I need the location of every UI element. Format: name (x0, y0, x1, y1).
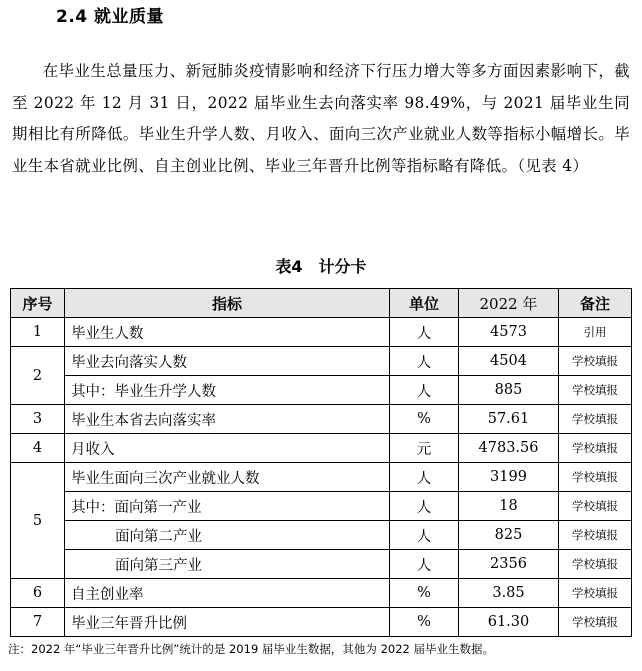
row-unit: % (390, 405, 459, 434)
row-value: 61.30 (459, 608, 559, 637)
row-unit: 元 (390, 434, 459, 463)
row-indicator: 毕业去向落实人数 (65, 347, 390, 376)
row-indicator: 毕业生人数 (65, 318, 390, 347)
header-note: 备注 (559, 289, 632, 318)
table-row (11, 521, 632, 550)
row-value: 4783.56 (459, 434, 559, 463)
table-row (11, 405, 632, 434)
row-indicator: 毕业三年晋升比例 (65, 608, 390, 637)
row-indicator: 面向第二产业 (65, 521, 390, 550)
row-unit: 人 (390, 318, 459, 347)
row-unit: 人 (390, 550, 459, 579)
table-row (11, 434, 632, 463)
table-row (11, 579, 632, 608)
scorecard-table (10, 288, 632, 637)
row-unit: 人 (390, 376, 459, 405)
row-no: 4 (11, 434, 65, 463)
row-note: 学校填报 (559, 521, 632, 550)
table-footnote: 注：2022 年“毕业三年晋升比例”统计的是 2019 届毕业生数据，其他为 2022 届毕业生数据。 (8, 642, 494, 656)
row-unit: 人 (390, 492, 459, 521)
row-indicator: 其中：毕业生升学人数 (65, 376, 390, 405)
row-indicator: 毕业生本省去向落实率 (65, 405, 390, 434)
row-value: 825 (459, 521, 559, 550)
table-row (11, 492, 632, 521)
table-row (11, 463, 632, 492)
row-note: 学校填报 (559, 434, 632, 463)
table-row (11, 347, 632, 376)
row-no: 6 (11, 579, 65, 608)
table-row (11, 318, 632, 347)
row-value: 18 (459, 492, 559, 521)
row-note: 学校填报 (559, 550, 632, 579)
row-note: 学校填报 (559, 347, 632, 376)
header-no: 序号 (11, 289, 65, 318)
header-unit: 单位 (390, 289, 459, 318)
body-paragraph: 在毕业生总量压力、新冠肺炎疫情影响和经济下行压力增大等多方面因素影响下，截至 2022 年 12 月 31 日，2022 届毕业生去向落实率 98.49%，与 2021 届毕业生同期相比有所降低。毕业生升学人数、月收入、面向三次产业就业人数等指标小幅增长。毕业生本省就业比例、自主创业比例、毕业三年晋升比例等指标略有降低。（见表 4） (12, 62, 630, 175)
section-heading: 2.4 就业质量 (56, 7, 165, 27)
row-unit: % (390, 608, 459, 637)
row-indicator: 毕业生面向三次产业就业人数 (65, 463, 390, 492)
table-caption: 表4 计分卡 (275, 257, 367, 276)
table-row (11, 376, 632, 405)
row-note: 学校填报 (559, 376, 632, 405)
row-value: 3199 (459, 463, 559, 492)
row-indicator: 月收入 (65, 434, 390, 463)
row-value: 2356 (459, 550, 559, 579)
row-note: 学校填报 (559, 405, 632, 434)
row-note: 学校填报 (559, 463, 632, 492)
header-indicator: 指标 (65, 289, 390, 318)
row-unit: % (390, 579, 459, 608)
row-value: 885 (459, 376, 559, 405)
row-indicator: 其中：面向第一产业 (65, 492, 390, 521)
row-no: 1 (11, 318, 65, 347)
row-no: 3 (11, 405, 65, 434)
row-no: 2 (11, 347, 65, 405)
row-note: 引用 (559, 318, 632, 347)
row-no: 5 (11, 463, 65, 579)
row-note: 学校填报 (559, 579, 632, 608)
row-value: 3.85 (459, 579, 559, 608)
row-note: 学校填报 (559, 492, 632, 521)
row-value: 57.61 (459, 405, 559, 434)
row-unit: 人 (390, 463, 459, 492)
row-indicator: 面向第三产业 (65, 550, 390, 579)
row-indicator: 自主创业率 (65, 579, 390, 608)
row-unit: 人 (390, 521, 459, 550)
header-year: 2022 年 (459, 289, 559, 318)
row-no: 7 (11, 608, 65, 637)
row-unit: 人 (390, 347, 459, 376)
row-note: 学校填报 (559, 608, 632, 637)
row-value: 4504 (459, 347, 559, 376)
table-row (11, 608, 632, 637)
table-header-row (11, 289, 632, 318)
table-row (11, 550, 632, 579)
row-value: 4573 (459, 318, 559, 347)
